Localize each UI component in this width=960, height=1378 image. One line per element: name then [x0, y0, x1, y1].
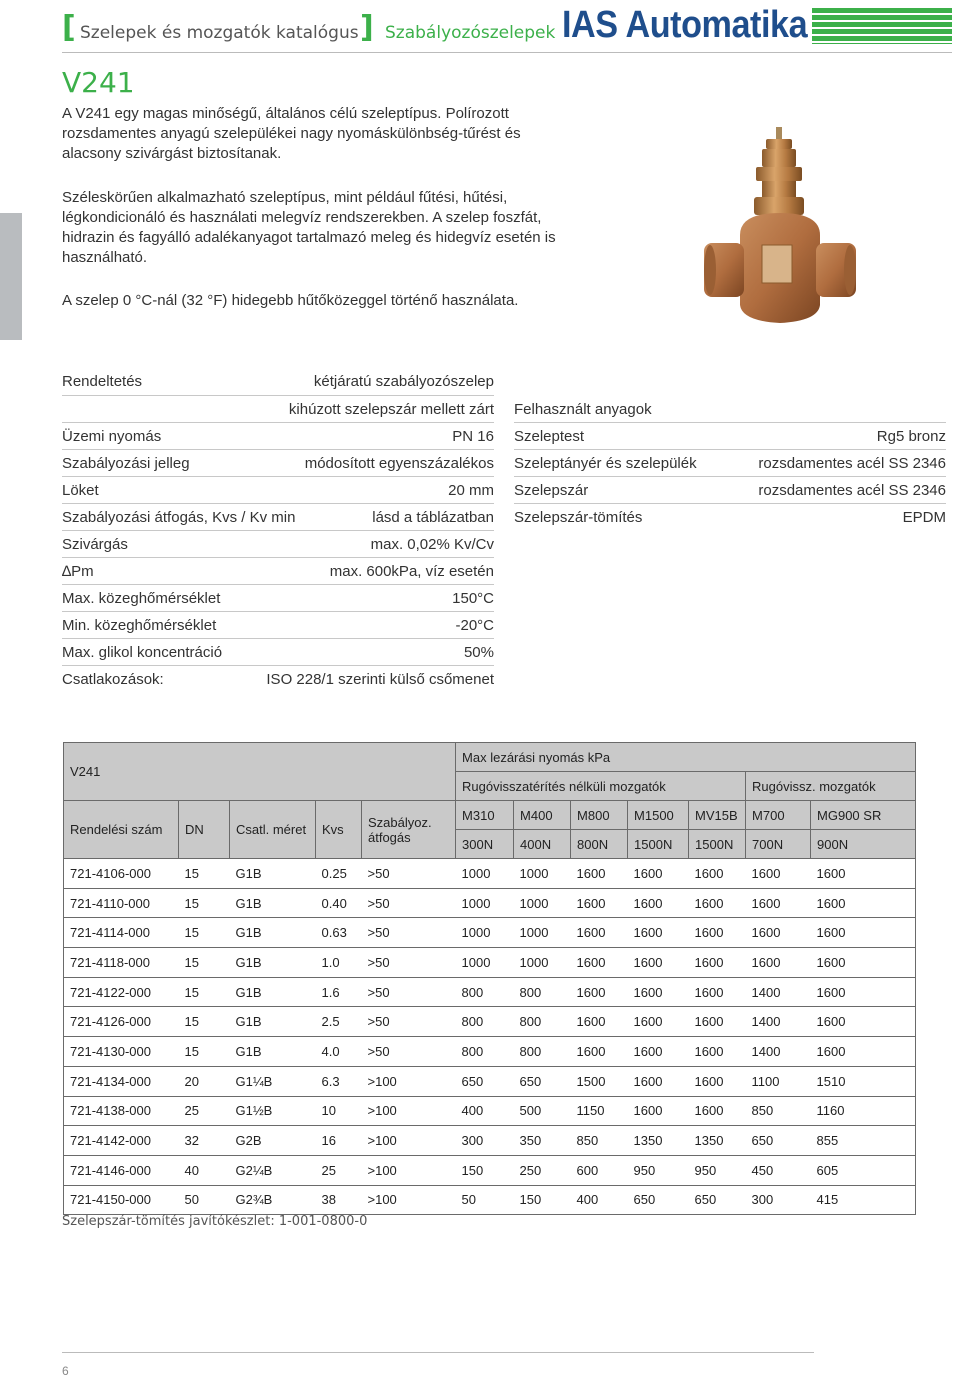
product-title: V241: [62, 66, 135, 99]
actuator-force: 300N: [456, 830, 514, 859]
table-cell: 721-4142-000: [64, 1126, 179, 1156]
material-value: EPDM: [902, 509, 946, 526]
actuator-name: M800: [571, 801, 628, 830]
material-row: [514, 504, 946, 530]
table-cell: 1600: [746, 859, 811, 889]
table-cell: 0.63: [316, 918, 362, 948]
table-cell: 1600: [689, 977, 746, 1007]
table-cell: 10: [316, 1096, 362, 1126]
table-cell: 1400: [746, 1037, 811, 1067]
table-cell: 1150: [571, 1096, 628, 1126]
bonnet-lower: [754, 197, 804, 215]
header-divider: [62, 52, 952, 53]
table-cell: 15: [179, 1007, 230, 1037]
table-cell: >50: [362, 1037, 456, 1067]
table-cell: 650: [746, 1126, 811, 1156]
page-header: [62, 4, 952, 54]
table-cell: 1600: [811, 948, 916, 978]
material-key: Szelepszár-tömítés: [514, 509, 643, 526]
table-row: [64, 888, 916, 918]
spec-key: Szivárgás: [62, 536, 128, 553]
group-spring-header: Rugóvissz. mozgatók: [746, 772, 916, 801]
table-cell: 650: [689, 1185, 746, 1215]
table-cell: 50: [456, 1185, 514, 1215]
spec-value: lásd a táblázatban: [372, 509, 494, 526]
table-title: V241: [64, 743, 456, 801]
spec-row: [62, 639, 494, 666]
table-cell: 721-4122-000: [64, 977, 179, 1007]
table-cell: >50: [362, 859, 456, 889]
spec-key: Löket: [62, 482, 99, 499]
table-cell: 1600: [746, 918, 811, 948]
table-row: [64, 1126, 916, 1156]
table-cell: 1400: [746, 977, 811, 1007]
actuator-force: 400N: [514, 830, 571, 859]
table-cell: 1600: [628, 1096, 689, 1126]
brand-stripes-logo: [812, 8, 952, 44]
table-cell: G2¼B: [230, 1155, 316, 1185]
table-cell: 850: [746, 1096, 811, 1126]
port-left-thread: [704, 245, 716, 295]
table-cell: 1400: [746, 1007, 811, 1037]
spec-row: [62, 450, 494, 477]
table-cell: 800: [456, 977, 514, 1007]
spec-key: Rendeltetés: [62, 373, 143, 390]
table-cell: 605: [811, 1155, 916, 1185]
spec-key: ∆Pm: [62, 563, 94, 580]
col-order-number: Rendelési szám: [64, 801, 179, 859]
table-cell: G1B: [230, 948, 316, 978]
table-cell: 150: [514, 1185, 571, 1215]
table-row: [64, 1155, 916, 1185]
table-cell: 38: [316, 1185, 362, 1215]
table-row: [64, 1066, 916, 1096]
table-cell: 1000: [514, 948, 571, 978]
table-cell: >50: [362, 918, 456, 948]
actuator-force: 900N: [811, 830, 916, 859]
bracket-close: ]: [360, 10, 374, 45]
table-cell: 0.25: [316, 859, 362, 889]
table-cell: 1600: [689, 888, 746, 918]
brand-logo: IAS Automatika: [562, 4, 808, 46]
table-header-row: [64, 801, 916, 830]
table-cell: 800: [456, 1007, 514, 1037]
table-row: [64, 1096, 916, 1126]
table-cell: 1600: [571, 948, 628, 978]
table-cell: 400: [571, 1185, 628, 1215]
table-cell: 1.0: [316, 948, 362, 978]
table-cell: 800: [514, 977, 571, 1007]
table-cell: 600: [571, 1155, 628, 1185]
table-cell: 50: [179, 1185, 230, 1215]
table-cell: 850: [571, 1126, 628, 1156]
table-cell: 1600: [571, 859, 628, 889]
table-cell: 721-4118-000: [64, 948, 179, 978]
spec-row: [62, 666, 494, 692]
bonnet-neck: [762, 181, 796, 197]
table-cell: G1B: [230, 977, 316, 1007]
side-tab-marker: [0, 213, 22, 340]
table-cell: 1600: [689, 1007, 746, 1037]
table-cell: >100: [362, 1126, 456, 1156]
table-cell: 721-4138-000: [64, 1096, 179, 1126]
table-cell: 1600: [811, 977, 916, 1007]
spec-value: 20 mm: [448, 482, 494, 499]
section-title: Szabályozószelepek: [385, 23, 556, 43]
table-cell: 25: [179, 1096, 230, 1126]
table-cell: 15: [179, 888, 230, 918]
table-cell: G1B: [230, 888, 316, 918]
actuator-name: MV15B: [689, 801, 746, 830]
table-cell: 40: [179, 1155, 230, 1185]
actuator-force: 1500N: [689, 830, 746, 859]
table-row: [64, 859, 916, 889]
spec-key: Csatlakozások:: [62, 671, 164, 688]
materials-heading-row: [514, 396, 946, 423]
table-cell: >50: [362, 888, 456, 918]
spec-row: [62, 504, 494, 531]
col-connection: Csatl. méret: [230, 801, 316, 859]
col-range: Szabályoz. átfogás: [362, 801, 456, 859]
table-cell: 400: [456, 1096, 514, 1126]
table-cell: 1510: [811, 1066, 916, 1096]
stem-cap: [766, 139, 792, 149]
actuator-name: M1500: [628, 801, 689, 830]
table-cell: 1600: [628, 888, 689, 918]
material-row: [514, 450, 946, 477]
table-cell: 1600: [811, 888, 916, 918]
material-key: Szeleptányér és szelepülék: [514, 455, 697, 472]
max-pressure-header: Max lezárási nyomás kPa: [456, 743, 916, 772]
table-cell: >100: [362, 1155, 456, 1185]
table-cell: 1000: [514, 888, 571, 918]
table-cell: 1000: [514, 859, 571, 889]
table-cell: G1¼B: [230, 1066, 316, 1096]
table-cell: 1600: [628, 948, 689, 978]
material-key: Szeleptest: [514, 428, 585, 445]
col-dn: DN: [179, 801, 230, 859]
table-row: [64, 948, 916, 978]
actuator-name: M310: [456, 801, 514, 830]
spec-row: [62, 477, 494, 504]
table-cell: 1600: [571, 977, 628, 1007]
table-cell: G2¾B: [230, 1185, 316, 1215]
table-cell: 6.3: [316, 1066, 362, 1096]
footer-divider: [62, 1352, 814, 1353]
table-cell: 1350: [628, 1126, 689, 1156]
table-cell: 1500: [571, 1066, 628, 1096]
actuator-force: 1500N: [628, 830, 689, 859]
table-cell: 721-4126-000: [64, 1007, 179, 1037]
table-cell: 15: [179, 859, 230, 889]
intro-paragraph-1: A V241 egy magas minőségű, általános célú szeleptípus. Polírozott rozsdamentes anyagú szelepülékei nagy nyomáskülönbség-tűrést és alacsony szivárgást biztosítanak.: [62, 105, 521, 162]
spec-row: [62, 585, 494, 612]
spec-value: max. 600kPa, víz esetén: [329, 563, 494, 580]
table-cell: 1600: [628, 977, 689, 1007]
table-cell: 300: [456, 1126, 514, 1156]
material-row: [514, 423, 946, 450]
spec-value: 50%: [463, 644, 494, 661]
port-right-thread: [844, 245, 856, 295]
table-cell: G1½B: [230, 1096, 316, 1126]
table-cell: 15: [179, 948, 230, 978]
spec-key: Min. közeghőmérséklet: [62, 617, 217, 634]
intro-paragraph-2: Széleskörűen alkalmazható szeleptípus, mint például fűtési, hűtési, légkondicionáló és használati melegvíz rendszerekben. A szelep foszfát, hidrazin és fagyálló adalékanyagot tartalmazó meleg és hidegvíz esetén is használható.: [62, 189, 556, 266]
table-cell: 650: [628, 1185, 689, 1215]
table-cell: G1B: [230, 1007, 316, 1037]
table-cell: 950: [628, 1155, 689, 1185]
spec-key: Üzemi nyomás: [62, 428, 162, 445]
spec-key: Szabályozási jelleg: [62, 455, 190, 472]
spec-key: Max. glikol koncentráció: [62, 644, 223, 661]
table-cell: 20: [179, 1066, 230, 1096]
spec-key: Max. közeghőmérséklet: [62, 590, 221, 607]
table-cell: 1.6: [316, 977, 362, 1007]
table-cell: 800: [456, 1037, 514, 1067]
material-key: Szelepszár: [514, 482, 589, 499]
table-cell: 721-4114-000: [64, 918, 179, 948]
table-cell: 650: [514, 1066, 571, 1096]
table-cell: 650: [456, 1066, 514, 1096]
table-cell: 1000: [514, 918, 571, 948]
table-cell: >100: [362, 1185, 456, 1215]
spec-row: [62, 612, 494, 639]
spec-row: [62, 368, 494, 396]
table-cell: 4.0: [316, 1037, 362, 1067]
table-cell: 1600: [746, 888, 811, 918]
order-table-body: [64, 859, 916, 1215]
materials-list: [514, 396, 946, 530]
table-cell: 855: [811, 1126, 916, 1156]
spec-row: [62, 423, 494, 450]
table-cell: 1000: [456, 888, 514, 918]
table-cell: 1600: [811, 1037, 916, 1067]
table-cell: 1600: [689, 1066, 746, 1096]
table-cell: 1600: [689, 1037, 746, 1067]
table-cell: 1600: [571, 888, 628, 918]
table-cell: 1600: [571, 918, 628, 948]
table-cell: 1600: [571, 1007, 628, 1037]
spec-value: max. 0,02% Kv/Cv: [370, 536, 494, 553]
material-value: rozsdamentes acél SS 2346: [758, 455, 946, 472]
table-cell: >100: [362, 1066, 456, 1096]
table-cell: 500: [514, 1096, 571, 1126]
table-row: [64, 1037, 916, 1067]
table-cell: 15: [179, 1037, 230, 1067]
bonnet-upper: [756, 167, 802, 181]
table-row: [64, 918, 916, 948]
actuator-force: 700N: [746, 830, 811, 859]
spec-row: [62, 558, 494, 585]
table-cell: 415: [811, 1185, 916, 1215]
table-cell: 1600: [571, 1037, 628, 1067]
spec-value: kétjáratú szabályozószelep: [313, 373, 494, 390]
group-no-spring-header: Rugóvisszatérítés nélküli mozgatók: [456, 772, 746, 801]
actuator-name: MG900 SR: [811, 801, 916, 830]
table-cell: 1600: [689, 859, 746, 889]
table-cell: 300: [746, 1185, 811, 1215]
bracket-open: [: [62, 10, 76, 45]
table-cell: >50: [362, 948, 456, 978]
spec-row: [62, 531, 494, 558]
catalog-title: Szelepek és mozgatók katalógus: [80, 23, 359, 43]
material-row: [514, 477, 946, 504]
table-cell: 15: [179, 918, 230, 948]
table-cell: 0.40: [316, 888, 362, 918]
table-cell: 1000: [456, 918, 514, 948]
table-cell: 1600: [628, 918, 689, 948]
table-cell: 721-4146-000: [64, 1155, 179, 1185]
material-value: Rg5 bronz: [876, 428, 946, 445]
table-cell: 1600: [811, 1007, 916, 1037]
table-cell: 1600: [689, 1096, 746, 1126]
table-cell: 1600: [628, 1037, 689, 1067]
spec-key: Szabályozási átfogás, Kvs / Kv min: [62, 509, 296, 526]
table-cell: 1350: [689, 1126, 746, 1156]
table-cell: 1000: [456, 859, 514, 889]
spec-value: módosított egyenszázalékos: [304, 455, 494, 472]
table-cell: 721-4130-000: [64, 1037, 179, 1067]
page-number: 6: [62, 1364, 69, 1378]
table-cell: 1000: [456, 948, 514, 978]
order-table: [63, 742, 916, 1215]
table-cell: 1600: [689, 948, 746, 978]
table-cell: 32: [179, 1126, 230, 1156]
table-cell: >50: [362, 977, 456, 1007]
label-plate: [762, 245, 792, 283]
table-cell: 1600: [628, 1066, 689, 1096]
actuator-force: 800N: [571, 830, 628, 859]
table-cell: >100: [362, 1096, 456, 1126]
col-kvs: Kvs: [316, 801, 362, 859]
table-cell: G1B: [230, 918, 316, 948]
table-cell: 1600: [628, 1007, 689, 1037]
table-row: [64, 1007, 916, 1037]
repair-kit-note: Szelepszár-tömítés javítókészlet: 1-001-0800-0: [62, 1214, 368, 1229]
table-cell: 250: [514, 1155, 571, 1185]
table-cell: 2.5: [316, 1007, 362, 1037]
table-cell: G2B: [230, 1126, 316, 1156]
table-row: [64, 977, 916, 1007]
table-cell: 1600: [628, 859, 689, 889]
actuator-name: M400: [514, 801, 571, 830]
stem-nut: [762, 149, 796, 167]
table-cell: G1B: [230, 859, 316, 889]
table-cell: 16: [316, 1126, 362, 1156]
table-cell: 721-4110-000: [64, 888, 179, 918]
table-cell: 350: [514, 1126, 571, 1156]
table-cell: 15: [179, 977, 230, 1007]
spec-value: 150°C: [452, 590, 494, 607]
table-cell: 1600: [689, 918, 746, 948]
table-cell: 721-4134-000: [64, 1066, 179, 1096]
table-cell: 950: [689, 1155, 746, 1185]
table-cell: 1160: [811, 1096, 916, 1126]
table-cell: 1600: [811, 918, 916, 948]
actuator-name: M700: [746, 801, 811, 830]
spec-value: kihúzott szelepszár mellett zárt: [288, 401, 494, 418]
table-row: [64, 1185, 916, 1215]
table-cell: 1100: [746, 1066, 811, 1096]
table-cell: 800: [514, 1037, 571, 1067]
intro-paragraph-3: A szelep 0 °C-nál (32 °F) hidegebb hűtőközeggel történő használata.: [62, 292, 519, 309]
table-cell: 25: [316, 1155, 362, 1185]
spec-value: -20°C: [455, 617, 494, 634]
table-cell: 1600: [811, 859, 916, 889]
spec-value: PN 16: [452, 428, 494, 445]
spec-row: [62, 396, 494, 423]
table-cell: 450: [746, 1155, 811, 1185]
table-cell: 150: [456, 1155, 514, 1185]
materials-heading: Felhasznált anyagok: [514, 401, 652, 418]
spec-list: [62, 368, 494, 692]
table-cell: >50: [362, 1007, 456, 1037]
table-cell: 721-4106-000: [64, 859, 179, 889]
material-value: rozsdamentes acél SS 2346: [758, 482, 946, 499]
table-cell: 1600: [746, 948, 811, 978]
table-cell: 721-4150-000: [64, 1185, 179, 1215]
table-cell: G1B: [230, 1037, 316, 1067]
spec-value: ISO 228/1 szerinti külső csőmenet: [266, 671, 494, 688]
table-cell: 800: [514, 1007, 571, 1037]
table-header-row: [64, 743, 916, 772]
valve-image: [700, 125, 860, 330]
